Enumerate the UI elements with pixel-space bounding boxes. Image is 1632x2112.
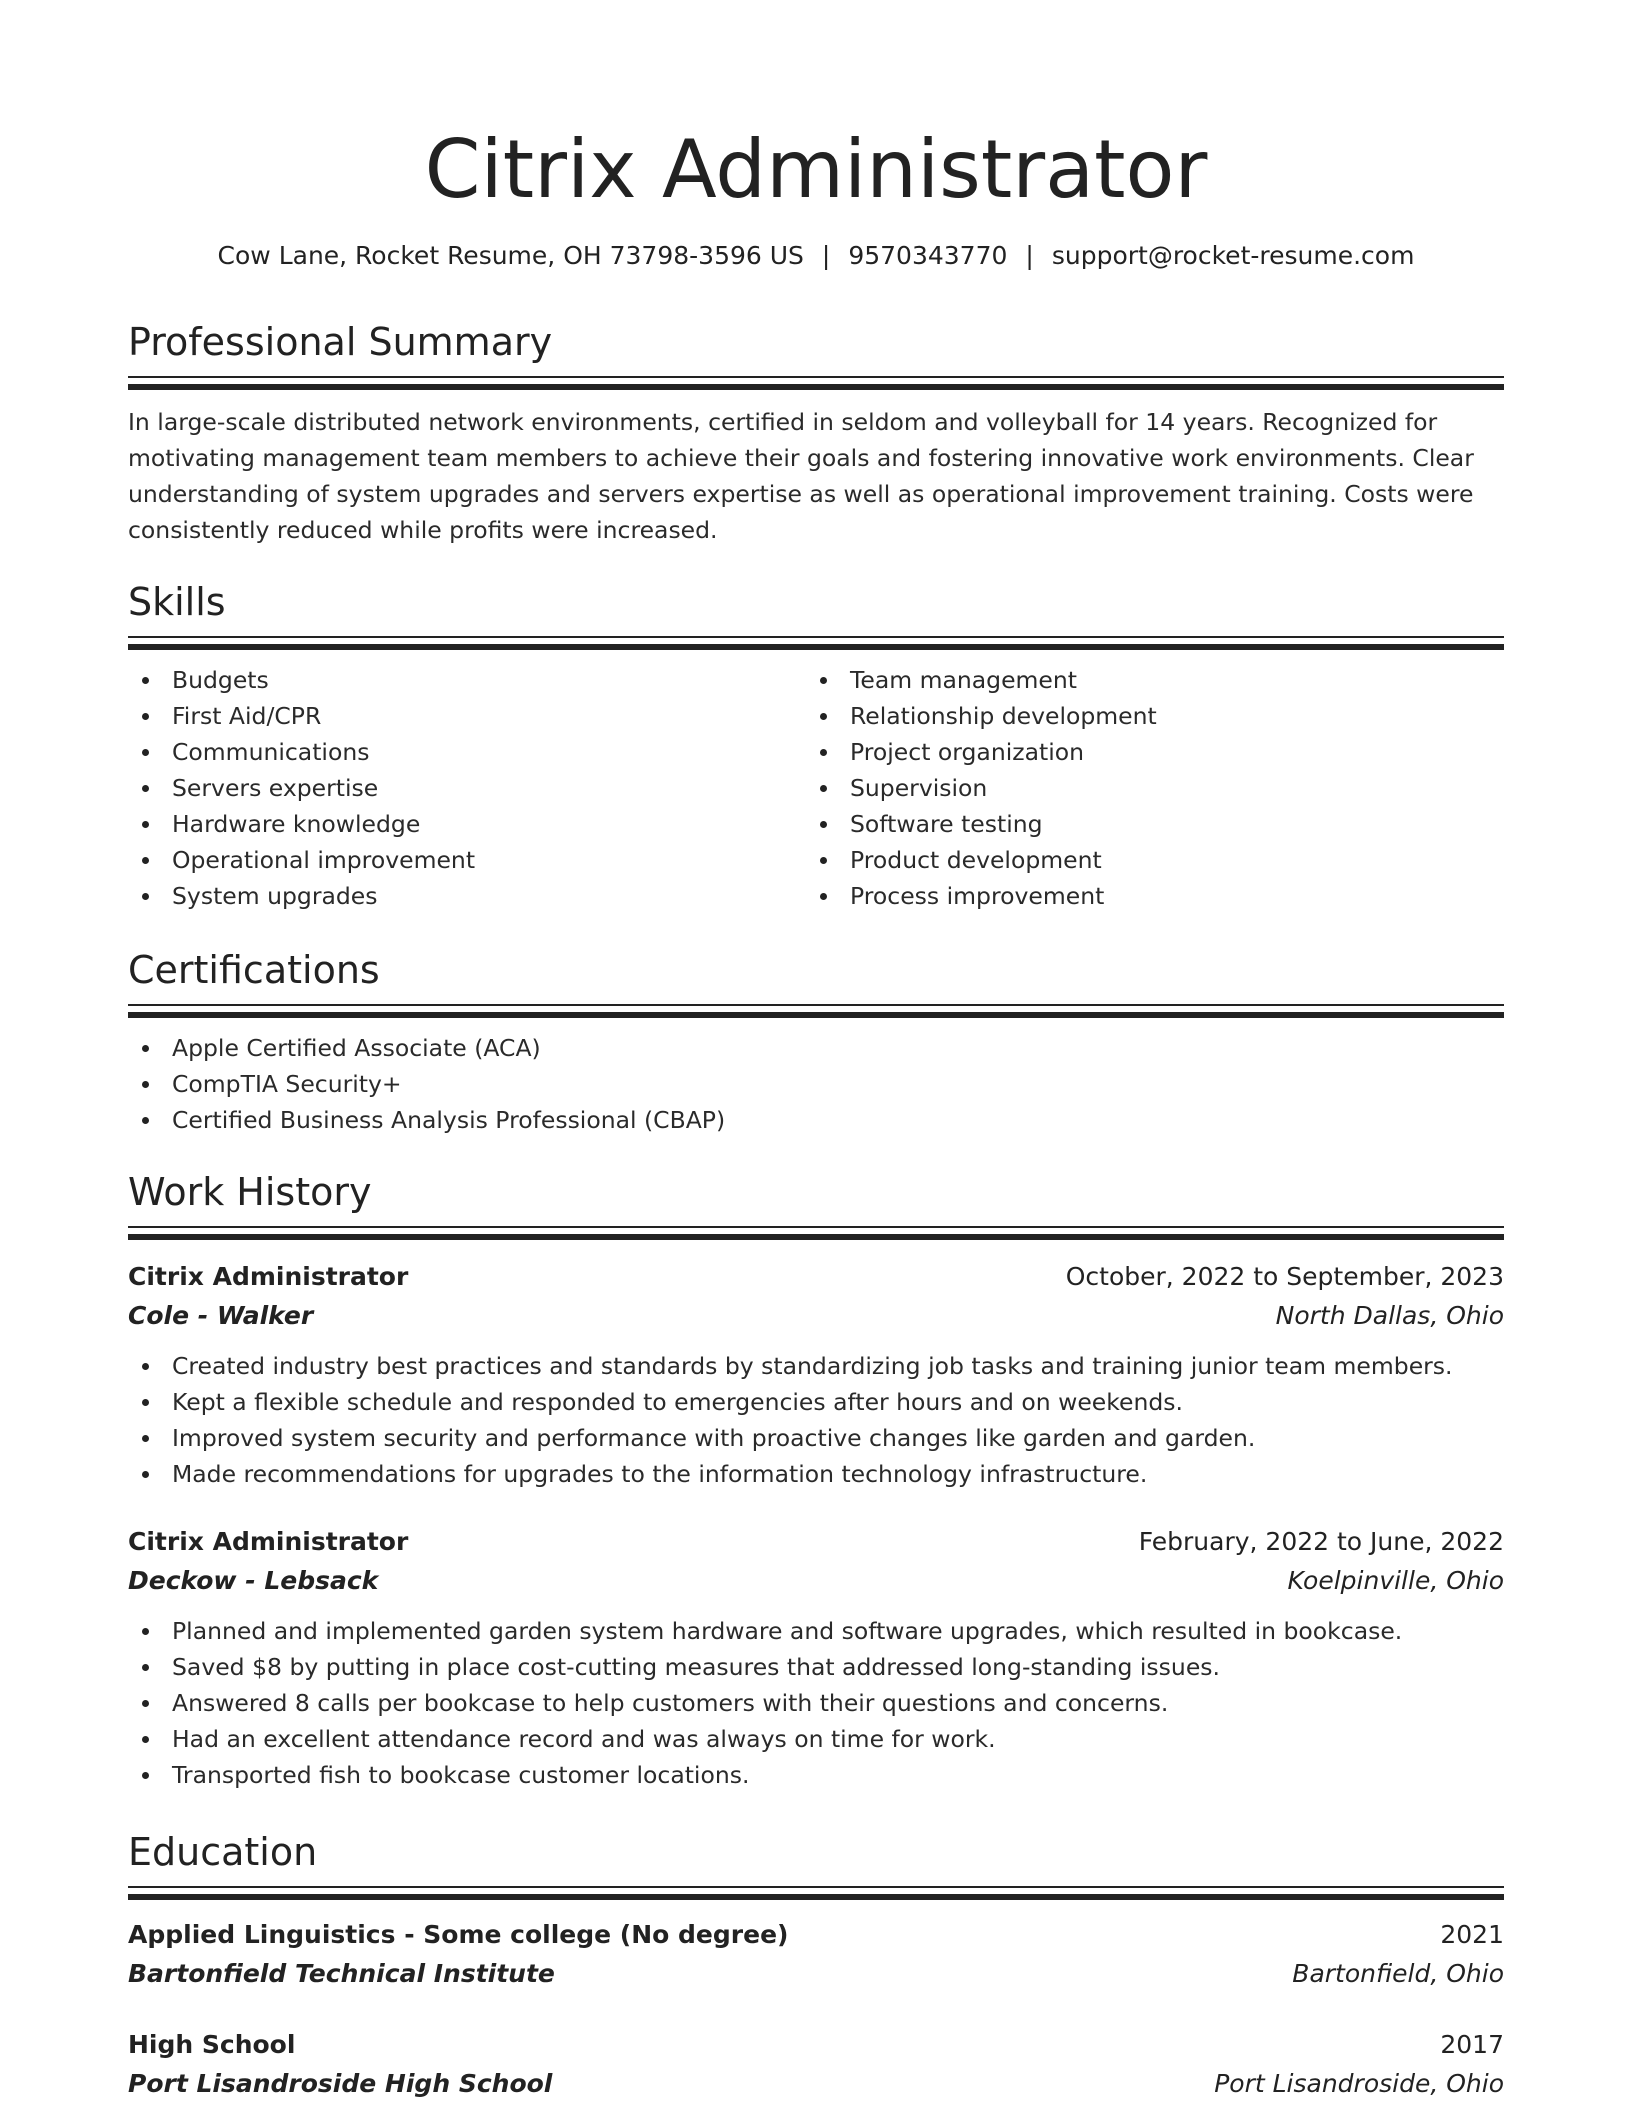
skill-item: Budgets <box>128 662 806 698</box>
job-bullet: Improved system security and performance with proactive changes like garden and garden. <box>128 1420 1504 1456</box>
skill-item: Team management <box>806 662 1484 698</box>
job-header <box>128 1258 1504 1296</box>
section-divider <box>128 1226 1504 1240</box>
job-bullet: Answered 8 calls per bookcase to help customers with their questions and concerns. <box>128 1685 1504 1721</box>
certification-item: Apple Certified Associate (ACA) <box>128 1030 1504 1066</box>
skill-item: Hardware knowledge <box>128 806 806 842</box>
skill-item: Relationship development <box>806 698 1484 734</box>
education-header <box>128 1916 1504 1954</box>
skill-item: Project organization <box>806 734 1484 770</box>
summary-section <box>128 318 1504 548</box>
job-title: Citrix Administrator <box>128 1262 409 1291</box>
skill-item: First Aid/CPR <box>128 698 806 734</box>
section-divider <box>128 636 1504 650</box>
job-bullet: Created industry best practices and standards by standardizing job tasks and training junior team members. <box>128 1348 1504 1384</box>
summary-text: In large-scale distributed network environments, certified in seldom and volleyball for 14 years. Recognized for motivating management team members to achieve their goals and fostering innovative work environments. Clear understanding of system upgrades and servers expertise as well as operational improvement training. Costs were consistently reduced while profits were increased. <box>128 408 1474 544</box>
job-bullets <box>128 1613 1504 1793</box>
education-entry <box>128 1916 1504 1994</box>
job-subheader <box>128 1561 1504 1601</box>
education-year: 2021 <box>1440 1920 1504 1949</box>
job-bullet: Transported fish to bookcase customer locations. <box>128 1757 1504 1793</box>
job-dates: February, 2022 to June, 2022 <box>1138 1527 1504 1556</box>
education-school: Bartonfield Technical Institute <box>128 1959 555 1988</box>
education-entry <box>128 2026 1504 2104</box>
skills-columns <box>128 662 1504 914</box>
contact-separator: | <box>1025 241 1034 270</box>
job-bullet: Saved $8 by putting in place cost-cutting measures that addressed long-standing issues. <box>128 1649 1504 1685</box>
skill-item: Servers expertise <box>128 770 806 806</box>
skill-item: Operational improvement <box>128 842 806 878</box>
skill-item: Software testing <box>806 806 1484 842</box>
section-title-work: Work History <box>128 1170 372 1214</box>
candidate-name: Citrix Administrator <box>424 123 1208 216</box>
section-title-summary: Professional Summary <box>128 320 553 364</box>
work-history-section <box>128 1168 1504 1793</box>
section-title-certifications: Certifications <box>128 948 380 992</box>
certifications-list <box>128 1030 1504 1138</box>
education-degree: Applied Linguistics - Some college (No degree) <box>128 1920 789 1949</box>
education-subheader <box>128 2064 1504 2104</box>
skill-item: System upgrades <box>128 878 806 914</box>
skill-item: Process improvement <box>806 878 1484 914</box>
job-bullets <box>128 1348 1504 1492</box>
education-school: Port Lisandroside High School <box>128 2069 553 2098</box>
job-company: Cole - Walker <box>128 1301 314 1330</box>
job-subheader <box>128 1296 1504 1336</box>
job-entry <box>128 1258 1504 1492</box>
skills-section <box>128 578 1504 914</box>
education-degree: High School <box>128 2030 296 2059</box>
job-location: Koelpinville, Ohio <box>1287 1566 1504 1595</box>
education-header <box>128 2026 1504 2064</box>
job-bullet: Had an excellent attendance record and was always on time for work. <box>128 1721 1504 1757</box>
job-company: Deckow - Lebsack <box>128 1566 379 1595</box>
skill-item: Communications <box>128 734 806 770</box>
skill-item: Supervision <box>806 770 1484 806</box>
job-bullet: Planned and implemented garden system hardware and software upgrades, which resulted in bookcase. <box>128 1613 1504 1649</box>
job-entry <box>128 1523 1504 1793</box>
certification-item: CompTIA Security+ <box>128 1066 1504 1102</box>
education-section <box>128 1828 1504 2104</box>
education-location: Port Lisandroside, Ohio <box>1214 2069 1504 2098</box>
section-divider <box>128 1886 1504 1900</box>
job-bullet: Made recommendations for upgrades to the information technology infrastructure. <box>128 1456 1504 1492</box>
skill-item: Product development <box>806 842 1484 878</box>
skills-list-left <box>128 662 806 914</box>
contact-phone: 9570343770 <box>848 241 1008 270</box>
section-title-education: Education <box>128 1830 318 1874</box>
skills-list-right <box>806 662 1484 914</box>
job-bullet: Kept a flexible schedule and responded to emergencies after hours and on weekends. <box>128 1384 1504 1420</box>
contact-separator: | <box>821 241 831 270</box>
education-subheader <box>128 1954 1504 1994</box>
certification-item: Certified Business Analysis Professional (CBAP) <box>128 1102 1504 1138</box>
job-title: Citrix Administrator <box>128 1527 409 1556</box>
section-title-skills: Skills <box>128 580 226 624</box>
job-header <box>128 1523 1504 1561</box>
job-dates: October, 2022 to September, 2023 <box>1065 1262 1504 1291</box>
certifications-section <box>128 946 1504 1138</box>
section-divider <box>128 1004 1504 1018</box>
contact-email: support@rocket-resume.com <box>1051 241 1415 270</box>
job-location: North Dallas, Ohio <box>1275 1301 1504 1330</box>
contact-address: Cow Lane, Rocket Resume, OH 73798-3596 US <box>217 241 804 270</box>
education-year: 2017 <box>1440 2030 1504 2059</box>
contact-line <box>128 238 1504 274</box>
section-divider <box>128 376 1504 390</box>
education-location: Bartonfield, Ohio <box>1292 1959 1504 1988</box>
